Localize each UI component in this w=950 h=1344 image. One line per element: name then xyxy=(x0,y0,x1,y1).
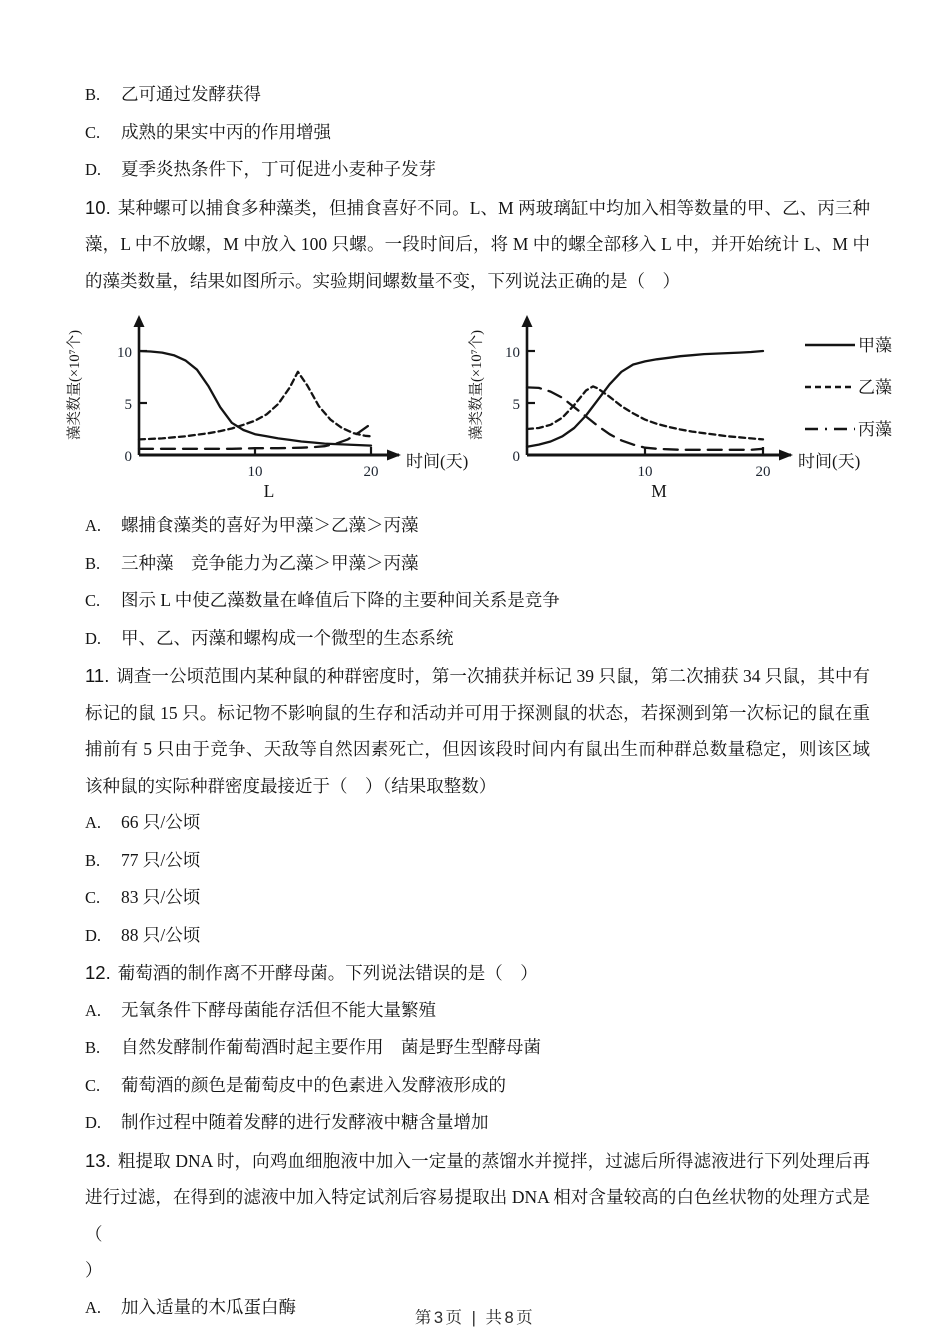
option-text: 自然发酵制作葡萄酒时起主要作用 菌是野生型酵母菌 xyxy=(121,1037,541,1057)
option-text: 甲、乙、丙藻和螺构成一个微型的生态系统 xyxy=(121,627,454,648)
y-tick-label: 10 xyxy=(117,345,132,361)
q12-option-d xyxy=(85,1104,870,1142)
prev-question-option-b xyxy=(85,76,870,114)
option-text: 夏季炎热条件下，丁可促进小麦种子发芽 xyxy=(121,159,436,179)
x-axis-arrow xyxy=(387,450,401,461)
question-11-number: 11. xyxy=(85,665,110,686)
legend-label-乙藻: 乙藻 xyxy=(858,378,892,397)
chart-title: L xyxy=(263,481,275,501)
legend-label-甲藻: 甲藻 xyxy=(858,336,892,355)
y-tick-label: 5 xyxy=(512,397,520,413)
option-letter: C. xyxy=(85,888,101,907)
option-letter: C. xyxy=(85,1075,101,1095)
x-axis-label: 时间(天) xyxy=(798,452,861,471)
question-12-stem xyxy=(85,955,870,992)
option-letter: B. xyxy=(85,85,101,104)
y-axis-label: 藻类数量(×10⁷个) xyxy=(469,330,485,440)
q12-option-b xyxy=(85,1029,870,1067)
question-11-text: 调查一公顷范围内某种鼠的种群密度时，第一次捕获并标记 39 只鼠，第二次捕获 34 只鼠，其中有标记的鼠 15 只。标记物不影响鼠的生存和活动并可用于探测鼠的状态，若探测到第一次标记的鼠在重捕前有 5 只由于竞争、天敌等自然因素死亡，但因该段时间内有鼠出生而种群总数量稳定，则该区域该种鼠的实际种群密度最接近于（ ）（结果取整数） xyxy=(85,666,870,796)
page-footer: 第3页 | 共8页 xyxy=(414,1309,536,1327)
question-13-stem xyxy=(85,1143,870,1253)
chart-L xyxy=(61,309,469,505)
option-text: 88 只/公顷 xyxy=(121,924,201,945)
x-axis-arrow xyxy=(779,450,793,461)
legend-label-丙藻: 丙藻 xyxy=(858,420,892,439)
option-letter: C. xyxy=(85,122,101,142)
question-13-close-paren: ） xyxy=(85,1260,103,1280)
y-tick-label: 10 xyxy=(505,345,520,361)
option-letter: A. xyxy=(85,813,102,832)
q11-option-a xyxy=(85,804,870,842)
chart-M xyxy=(463,309,945,505)
x-tick-label: 10 xyxy=(637,464,653,480)
option-text: 83 只/公顷 xyxy=(121,887,201,907)
option-letter: D. xyxy=(85,160,102,179)
option-letter: B. xyxy=(85,850,101,870)
option-letter: A. xyxy=(85,1000,102,1020)
option-letter: A. xyxy=(85,1297,102,1317)
option-text: 77 只/公顷 xyxy=(121,849,201,870)
q12-option-a xyxy=(85,992,870,1030)
option-text: 葡萄酒的颜色是葡萄皮中的色素进入发酵液形成的 xyxy=(121,1074,506,1095)
option-text: 三种藻 竞争能力为乙藻＞甲藻＞丙藻 xyxy=(121,552,419,573)
question-10-text: 某种螺可以捕食多种藻类，但捕食喜好不同。L、M 两玻璃缸中均加入相等数量的甲、乙、丙三种藻，L 中不放螺，M 中放入 100 只螺。一段时间后，将 M 中的螺全部移入 L 中，并开始统计 L、M 中的藻类数量，结果如图所示。实验期间螺数量不变，下列说法正确的是（ ） xyxy=(85,197,870,291)
q10-option-c xyxy=(85,582,870,620)
question-10-number: 10. xyxy=(85,196,111,218)
option-text: 螺捕食藻类的喜好为甲藻＞乙藻＞丙藻 xyxy=(121,515,419,535)
prev-question-option-c xyxy=(85,114,870,152)
option-letter: C. xyxy=(85,591,101,610)
question-11-stem xyxy=(85,658,870,804)
option-letter: B. xyxy=(85,1038,101,1057)
option-text: 无氧条件下酵母菌能存活但不能大量繁殖 xyxy=(121,999,436,1020)
option-text: 图示 L 中使乙藻数量在峰值后下降的主要种间关系是竞争 xyxy=(121,590,560,610)
question-13-number: 13. xyxy=(85,1149,111,1171)
question-10-stem xyxy=(85,190,870,300)
option-text: 乙可通过发酵获得 xyxy=(121,84,261,104)
question-12-number: 12. xyxy=(85,962,111,983)
x-tick-label: 10 xyxy=(247,464,263,480)
option-letter: D. xyxy=(85,925,102,945)
series-line-乙藻 xyxy=(139,372,371,440)
exam-page-content xyxy=(67,76,892,1326)
q12-option-c xyxy=(85,1067,870,1105)
option-letter: D. xyxy=(85,1113,102,1132)
option-letter: D. xyxy=(85,628,102,648)
x-tick-label: 20 xyxy=(363,464,379,480)
x-tick-label: 20 xyxy=(755,464,771,480)
question-13-text: 粗提取 DNA 时，向鸡血细胞液中加入一定量的蒸馏水并搅拌，过滤后所得滤液进行下列处理后再进行过滤，在得到的滤液中加入特定试剂后容易提取出 DNA 相对含量较高的白色丝状物的处理方式是（ xyxy=(85,1150,870,1244)
y-tick-label: 5 xyxy=(124,397,132,413)
prev-question-option-d xyxy=(85,151,870,189)
series-line-甲藻 xyxy=(527,351,763,447)
question-12-text: 葡萄酒的制作离不开酵母菌。下列说法错误的是（ ） xyxy=(117,963,538,983)
option-letter: B. xyxy=(85,553,101,573)
y-axis-arrow xyxy=(522,315,533,327)
question-10-figure xyxy=(61,309,892,505)
y-axis-arrow xyxy=(134,315,145,327)
q11-option-b xyxy=(85,842,870,880)
y-tick-label: 0 xyxy=(512,449,520,465)
series-line-甲藻 xyxy=(139,351,371,446)
q11-option-d xyxy=(85,917,870,955)
y-axis-label: 藻类数量(×10⁷个) xyxy=(67,330,83,440)
option-text: 制作过程中随着发酵的进行发酵液中糖含量增加 xyxy=(121,1112,489,1132)
q10-option-d xyxy=(85,620,870,658)
x-axis-label: 时间(天) xyxy=(406,452,469,471)
chart-title: M xyxy=(651,481,667,501)
option-letter: A. xyxy=(85,516,102,535)
q10-option-a xyxy=(85,507,870,545)
q10-option-b xyxy=(85,545,870,583)
q11-option-c xyxy=(85,879,870,917)
option-text: 66 只/公顷 xyxy=(121,812,201,832)
y-tick-label: 0 xyxy=(124,449,132,465)
option-text: 加入适量的木瓜蛋白酶 xyxy=(121,1296,296,1317)
option-text: 成熟的果实中丙的作用增强 xyxy=(121,121,331,142)
series-line-乙藻 xyxy=(527,386,763,439)
